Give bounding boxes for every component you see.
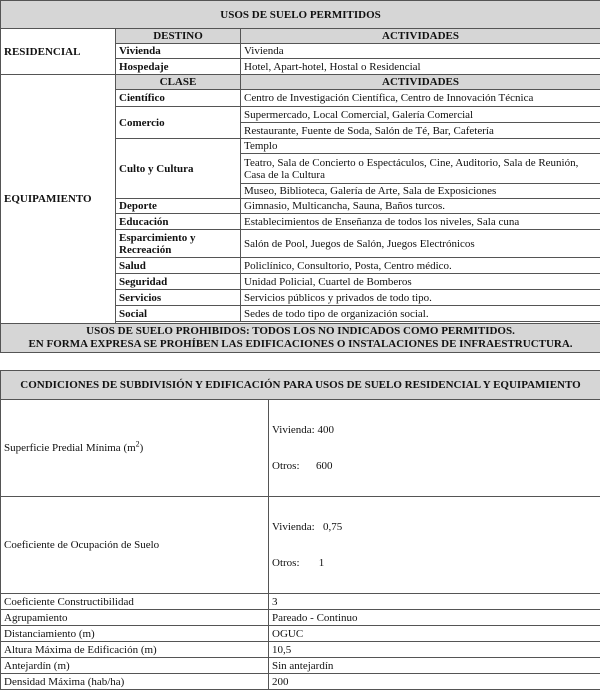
actividades-cell: Vivienda [241,44,600,59]
actividades-cell: Gimnasio, Multicancha, Sauna, Baños turcos. [241,199,600,214]
clase-cell: Científico [116,90,241,107]
actividades-cell: Servicios públicos y privados de todo tipo. [241,290,600,306]
destino-cell: Hospedaje [116,59,241,75]
actividades-cell: Salón de Pool, Juegos de Salón, Juegos Electrónicos [241,230,600,258]
condicion-value: Pareado - Continuo [269,610,600,626]
condicion-value: OGUC [269,626,600,642]
condiciones-edificacion-table [0,370,600,690]
clase-cell: Deporte [116,199,241,214]
actividades-cell: Teatro, Sala de Concierto o Espectáculos, Cine, Auditorio, Sala de Reunión, Casa de la Cultura [241,154,600,184]
prohibidos-line1: USOS DE SUELO PROHIBIDOS: TODOS LOS NO INDICADOS COMO PERMITIDOS. [4,325,597,338]
actividades-cell: Centro de Investigación Científica, Centro de Innovación Técnica [241,90,600,107]
clase-header: CLASE [116,75,241,90]
condicion-value: 3 [269,594,600,610]
actividades-header: ACTIVIDADES [241,29,600,44]
table1-title: USOS DE SUELO PERMITIDOS [1,1,600,29]
equipamiento-label: EQUIPAMIENTO [1,75,116,324]
condicion-label: Distanciamiento (m) [1,626,269,642]
clase-cell: Servicios [116,290,241,306]
condicion-label: Antejardín (m) [1,658,269,674]
actividades-cell: Policlínico, Consultorio, Posta, Centro médico. [241,258,600,274]
condicion-label: Altura Máxima de Edificación (m) [1,642,269,658]
condicion-label: Agrupamiento [1,610,269,626]
clase-cell: Seguridad [116,274,241,290]
clase-cell: Culto y Cultura [116,139,241,199]
actividades-cell: Museo, Biblioteca, Galería de Arte, Sala de Exposiciones [241,184,600,199]
actividades-cell: Supermercado, Local Comercial, Galería Comercial [241,107,600,123]
condicion-label: Densidad Máxima (hab/ha) [1,674,269,690]
prohibidos-note [1,324,600,353]
actividades-cell: Establecimientos de Enseñanza de todos los niveles, Sala cuna [241,214,600,230]
condicion-value: 10,5 [269,642,600,658]
actividades-cell: Sedes de todo tipo de organización social. [241,306,600,322]
clase-cell: Comercio [116,107,241,139]
clase-cell: Educación [116,214,241,230]
destino-cell: Vivienda [116,44,241,59]
condicion-label: Superficie Predial Mínima $(m^2)$ [1,400,269,497]
table2-title: CONDICIONES DE SUBDIVISIÓN Y EDIFICACIÓN PARA USOS DE SUELO RESIDENCIAL Y EQUIPAMIENTO [1,371,600,400]
clase-cell: Social [116,306,241,322]
condicion-value: Vivienda: 0,75 Otros: 1 [269,497,600,594]
residencial-label: RESIDENCIAL [1,29,116,75]
destino-header: DESTINO [116,29,241,44]
actividades-cell: Unidad Policial, Cuartel de Bomberos [241,274,600,290]
clase-cell: Esparcimiento y Recreación [116,230,241,258]
actividades-cell: Hotel, Apart-hotel, Hostal o Residencial [241,59,600,75]
actividades-header: ACTIVIDADES [241,75,600,90]
condicion-value: Sin antejardín [269,658,600,674]
condicion-label: Coeficiente de Ocupación de Suelo [1,497,269,594]
condicion-label: Coeficiente Constructibilidad [1,594,269,610]
actividades-cell: Templo [241,139,600,154]
actividades-cell: Restaurante, Fuente de Soda, Salón de Té, Bar, Cafetería [241,123,600,139]
prohibidos-line2: EN FORMA EXPRESA SE PROHÍBEN LAS EDIFICACIONES O INSTALACIONES DE INFRAESTRUCTURA. [4,338,597,351]
condicion-value: 200 [269,674,600,690]
clase-cell: Salud [116,258,241,274]
condicion-value: Vivienda: 400 Otros: 600 [269,400,600,497]
